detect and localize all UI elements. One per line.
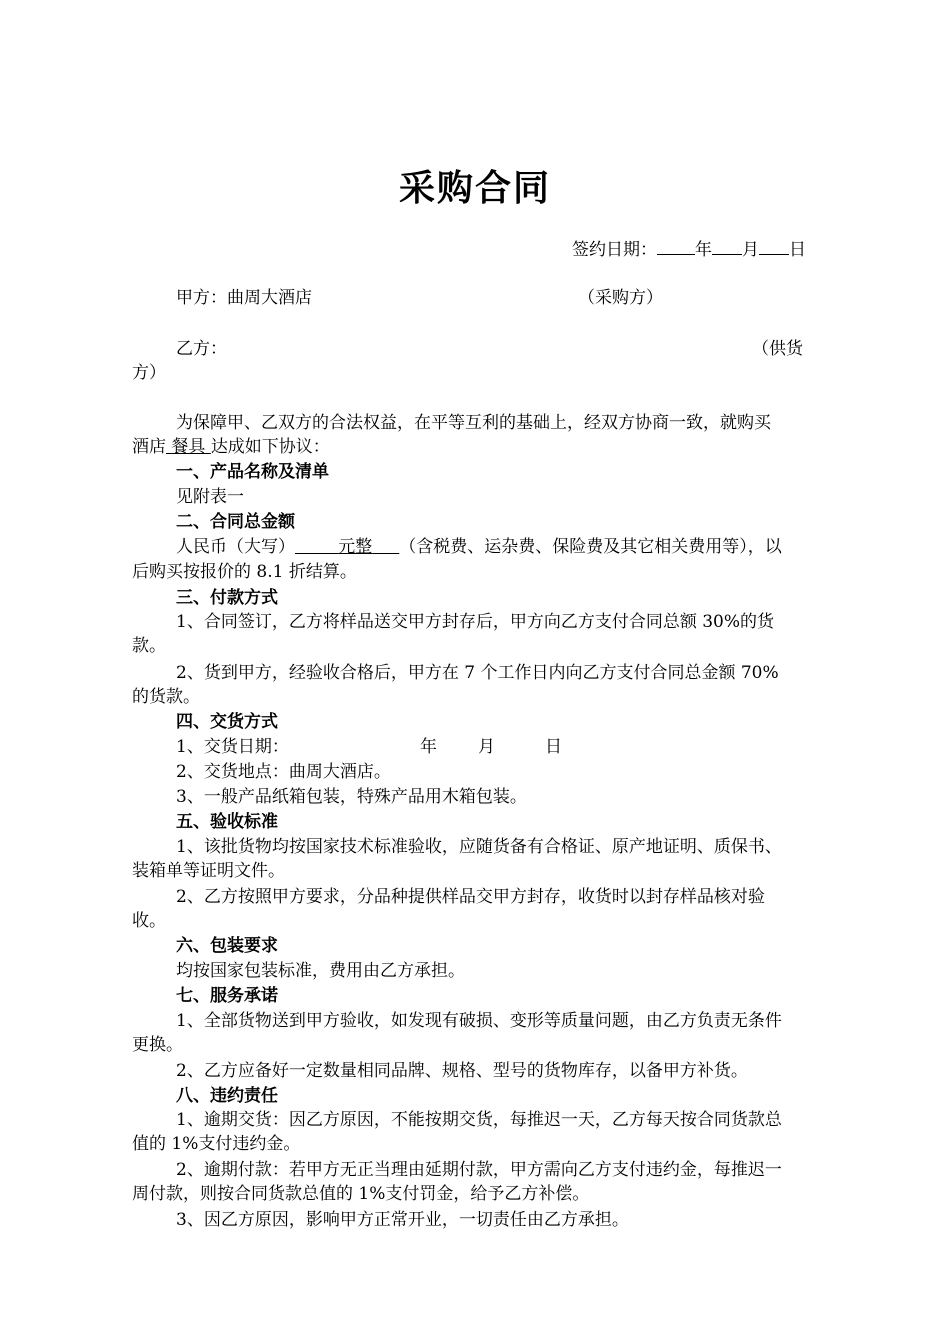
sign-date-label: 签约日期：: [572, 240, 657, 260]
section-3-p2b: 的货款。: [132, 687, 200, 707]
page-title: 采购合同: [398, 167, 551, 209]
section-5-p1b: 装箱单等证明文件。: [132, 861, 285, 881]
section-3-p1b: 款。: [132, 636, 166, 656]
section-8-heading: 八、违约责任: [176, 1086, 278, 1106]
section-4-heading: 四、交货方式: [176, 712, 278, 732]
section-8-p1b: 值的 1%支付违约金。: [132, 1134, 301, 1154]
delivery-year-label: 年: [420, 737, 437, 757]
section-3-heading: 三、付款方式: [176, 588, 278, 608]
sign-year-label: 年: [695, 240, 712, 260]
section-5-p2a: 2、乙方按照甲方要求，分品种提供样品交甲方封存，收货时以封存样品核对验: [176, 887, 765, 907]
sign-month-blank: [712, 236, 742, 255]
intro-prefix: 酒店: [132, 437, 166, 457]
amount-blank: [295, 537, 399, 557]
section-8-p3: 3、因乙方原因，影响甲方正常开业，一切责任由乙方承担。: [176, 1210, 629, 1230]
sign-day-label: 日: [789, 240, 806, 260]
sign-month-label: 月: [742, 240, 759, 260]
sign-day-blank: [759, 236, 789, 255]
section-3-p2a: 2、货到甲方，经验收合格后，甲方在 7 个工作日内向乙方支付合同总金额 70%: [176, 663, 779, 683]
intro-item: [166, 437, 211, 457]
section-8-p2a: 2、逾期付款：若甲方无正当理由延期付款，甲方需向乙方支付违约金，每推迟一: [176, 1160, 782, 1180]
section-6-heading: 六、包装要求: [176, 936, 278, 956]
section-4-p3: 3、一般产品纸箱包装，特殊产品用木箱包装。: [176, 787, 527, 807]
section-1-heading: 一、产品名称及清单: [176, 462, 329, 482]
intro-line1: 为保障甲、乙双方的合法权益，在平等互利的基础上，经双方协商一致，就购买: [176, 413, 771, 433]
party-b-role-cont: 方）: [132, 363, 166, 383]
section-4-p1: 1、交货日期：: [176, 737, 289, 757]
section-8-p2b: 周付款，则按合同货款总值的 1%支付罚金，给予乙方补偿。: [132, 1184, 590, 1204]
section-2-line1: [176, 535, 782, 559]
amount-prefix: 人民币（大写）: [176, 537, 295, 557]
section-2-line2: 后购买按报价的 8.1 折结算。: [132, 562, 357, 582]
party-a-label: 甲方：曲周大酒店: [176, 288, 312, 308]
section-2-heading: 二、合同总金额: [176, 512, 295, 532]
amount-suffix: （含税费、运杂费、保险费及其它相关费用等），以: [399, 537, 782, 557]
section-5-p2b: 收。: [132, 911, 166, 931]
amount-text: 元整: [338, 537, 373, 557]
section-6-body: 均按国家包装标准，费用由乙方承担。: [176, 961, 465, 981]
section-7-p2: 2、乙方应备好一定数量相同品牌、规格、型号的货物库存，以备甲方补货。: [176, 1061, 748, 1081]
section-5-p1a: 1、该批货物均按国家技术标准验收，应随货备有合格证、原产地证明、质保书、: [176, 837, 782, 857]
section-7-p1a: 1、全部货物送到甲方验收，如发现有破损、变形等质量问题，由乙方负责无条件: [176, 1011, 782, 1031]
intro-suffix: 达成如下协议：: [210, 437, 330, 457]
section-5-heading: 五、验收标准: [176, 812, 278, 832]
party-b-role: （供货: [752, 339, 803, 359]
section-4-p2: 2、交货地点：曲周大酒店。: [176, 762, 391, 782]
section-3-p1a: 1、合同签订，乙方将样品送交甲方封存后，甲方向乙方支付合同总额 30%的货: [176, 612, 775, 632]
party-a-role: （采购方）: [578, 288, 663, 308]
intro-line2: [132, 435, 330, 459]
intro-item-text: 餐具: [171, 437, 206, 457]
sign-year-blank: [657, 236, 695, 255]
section-8-p1a: 1、逾期交货：因乙方原因，不能按期交货，每推迟一天，乙方每天按合同货款总: [176, 1110, 782, 1130]
delivery-month-label: 月: [478, 737, 495, 757]
section-1-body: 见附表一: [176, 487, 244, 507]
section-7-heading: 七、服务承诺: [176, 986, 278, 1006]
sign-date-line: [572, 236, 806, 262]
delivery-day-label: 日: [545, 737, 562, 757]
party-b-label: 乙方：: [176, 339, 227, 359]
section-7-p1b: 更换。: [132, 1035, 183, 1055]
